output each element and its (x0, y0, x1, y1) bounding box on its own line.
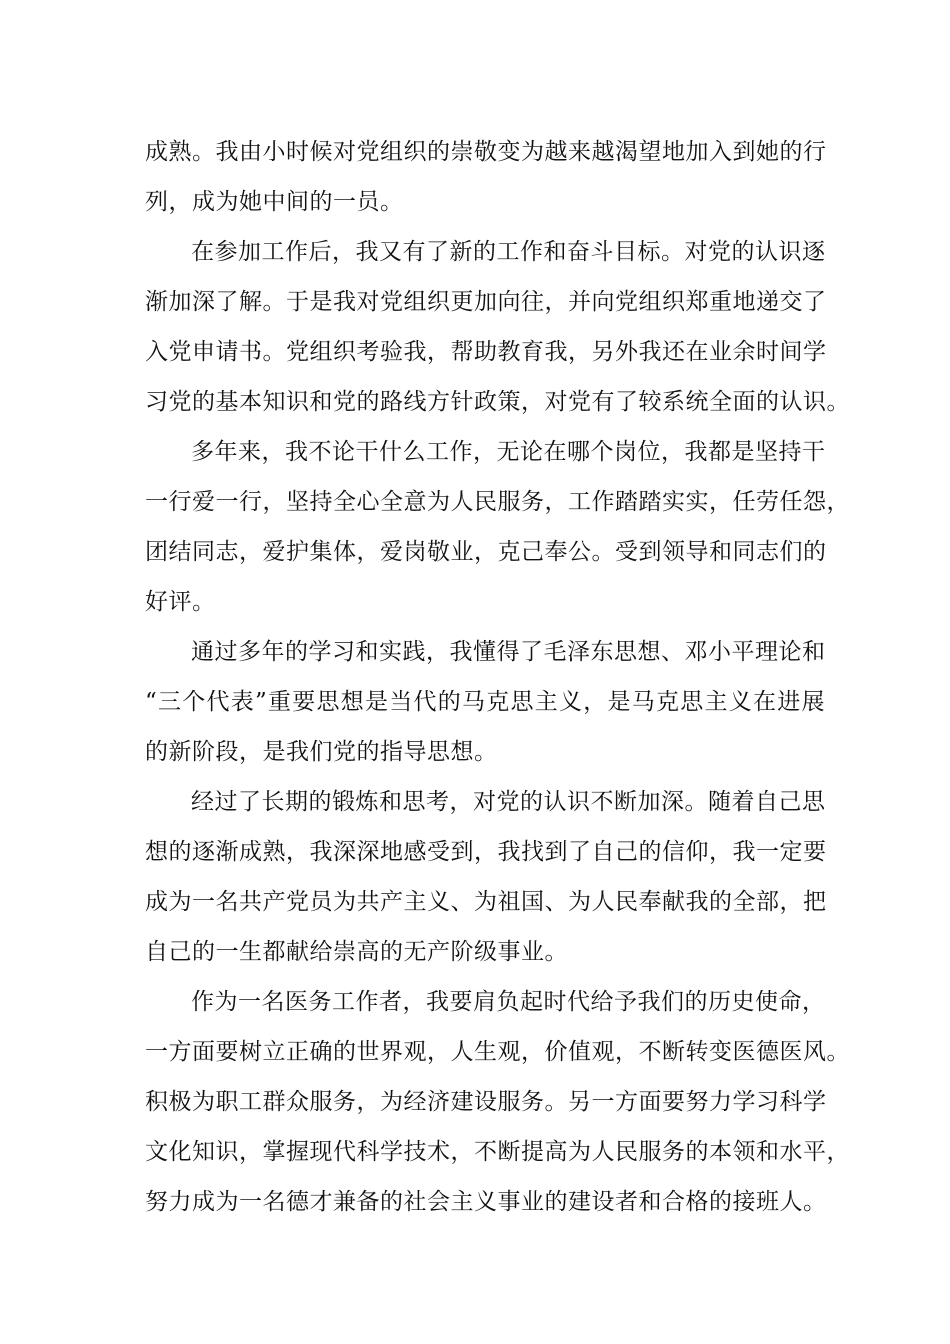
text-line: 入党申请书。党组织考验我，帮助教育我，另外我还在业余时间学 (145, 339, 827, 365)
text-line: 自己的一生都献给崇高的无产阶级事业。 (145, 939, 568, 965)
text-line: 习党的基本知识和党的路线方针政策，对党有了较系统全面的认识。 (145, 389, 850, 415)
text-line: 一方面要树立正确的世界观，人生观，价值观，不断转变医德医风。 (145, 1039, 850, 1065)
text-line: “三个代表”重要思想是当代的马克思主义，是马克思主义在进展 (145, 689, 825, 715)
text-line: 好评。 (145, 589, 216, 615)
paragraph (145, 127, 825, 227)
text-line: 渐加深了解。于是我对党组织更加向往，并向党组织郑重地递交了 (145, 289, 827, 315)
text-line: 一行爱一行，坚持全心全意为人民服务，工作踏踏实实，任劳任怨， (145, 489, 850, 515)
text-line: 成熟。我由小时候对党组织的崇敬变为越来越渴望地加入到她的行 (145, 139, 827, 165)
text-line: 成为一名共产党员为共产主义、为祖国、为人民奉献我的全部，把 (145, 889, 827, 915)
paragraph (145, 627, 825, 777)
paragraph (145, 427, 850, 627)
text-line: 列，成为她中间的一员。 (145, 189, 404, 215)
paragraph (145, 977, 850, 1227)
text-line: 积极为职工群众服务，为经济建设服务。另一方面要努力学习科学 (145, 1089, 827, 1115)
text-line: 多年来，我不论干什么工作，无论在哪个岗位，我都是坚持干 (191, 439, 826, 465)
text-line: 经过了长期的锻炼和思考，对党的认识不断加深。随着自己思 (191, 789, 826, 815)
text-line: 文化知识，掌握现代科学技术，不断提高为人民服务的本领和水平， (145, 1139, 850, 1165)
text-line: 团结同志，爱护集体，爱岗敬业，克己奉公。受到领导和同志们的 (145, 539, 827, 565)
text-line: 想的逐渐成熟，我深深地感受到，我找到了自己的信仰，我一定要 (145, 839, 827, 865)
text-line: 的新阶段，是我们党的指导思想。 (145, 739, 498, 765)
text-line: 通过多年的学习和实践，我懂得了毛泽东思想、邓小平理论和 (191, 639, 826, 665)
text-line: 作为一名医务工作者，我要肩负起时代给予我们的历史使命， (191, 989, 826, 1015)
document-body (145, 127, 850, 1227)
paragraph (145, 777, 825, 977)
paragraph (145, 227, 850, 427)
text-line: 在参加工作后，我又有了新的工作和奋斗目标。对党的认识逐 (191, 239, 826, 265)
text-line: 努力成为一名德才兼备的社会主义事业的建设者和合格的接班人。 (145, 1189, 827, 1215)
